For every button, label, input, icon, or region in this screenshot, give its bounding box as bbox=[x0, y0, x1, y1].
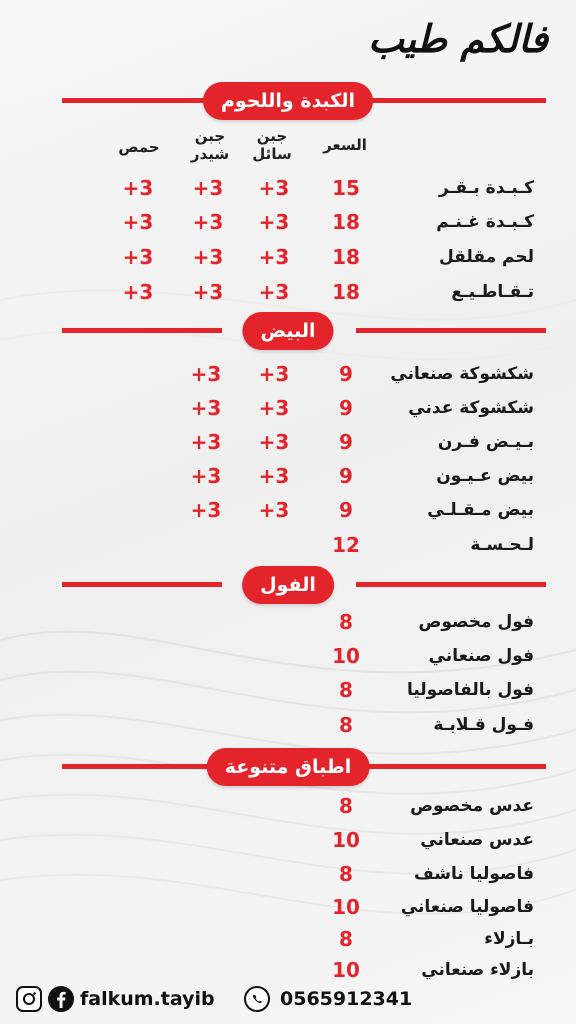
extra-liquid-cheese: +3 bbox=[258, 362, 290, 386]
item-price: 12 bbox=[332, 533, 360, 557]
menu-row bbox=[0, 858, 576, 890]
item-price: 18 bbox=[332, 245, 360, 269]
item-price: 9 bbox=[339, 396, 353, 420]
item-name: فاصوليا ناشف bbox=[414, 864, 534, 884]
section-title: الكبدة واللحوم bbox=[203, 82, 373, 120]
item-name: فـول قـلابـة bbox=[433, 715, 534, 735]
divider-line bbox=[356, 98, 546, 103]
menu-row bbox=[0, 276, 576, 308]
extra-cheddar: +3 bbox=[190, 396, 222, 420]
extra-liquid-cheese: +3 bbox=[258, 464, 290, 488]
menu-row bbox=[0, 640, 576, 672]
section-title: اطباق متنوعة bbox=[207, 748, 370, 786]
item-price: 10 bbox=[332, 644, 360, 668]
footer-contact bbox=[0, 980, 576, 1020]
item-name: كـبـدة بـقـر bbox=[438, 178, 534, 198]
extra-liquid-cheese: +3 bbox=[258, 396, 290, 420]
menu-row bbox=[0, 790, 576, 822]
menu-row bbox=[0, 426, 576, 458]
extra-cheddar: +3 bbox=[192, 210, 224, 234]
extra-hummus: +3 bbox=[122, 210, 154, 234]
divider-line bbox=[62, 764, 222, 769]
divider-line bbox=[62, 98, 222, 103]
item-price: 9 bbox=[339, 498, 353, 522]
item-name: شكشوكة صنعاني bbox=[390, 364, 534, 384]
extra-liquid-cheese: +3 bbox=[258, 498, 290, 522]
extra-cheddar: +3 bbox=[190, 498, 222, 522]
item-name: بازلاء صنعاني bbox=[421, 960, 534, 980]
item-name: عدس صنعاني bbox=[420, 830, 534, 850]
item-price: 9 bbox=[339, 464, 353, 488]
section-title: الفول bbox=[242, 566, 334, 604]
phone-number[interactable]: 0565912341 bbox=[280, 988, 413, 1010]
divider-line bbox=[62, 582, 222, 587]
menu-row bbox=[0, 460, 576, 492]
item-name: عدس مخصوص bbox=[410, 796, 534, 816]
item-price: 8 bbox=[339, 678, 353, 702]
item-price: 8 bbox=[339, 862, 353, 886]
menu-row bbox=[0, 674, 576, 706]
item-name: فول بالفاصوليا bbox=[406, 680, 534, 700]
divider-line bbox=[356, 328, 546, 333]
divider-line bbox=[356, 764, 546, 769]
item-price: 8 bbox=[339, 927, 353, 951]
section-title: البيض bbox=[242, 312, 333, 350]
menu-row bbox=[0, 891, 576, 923]
item-price: 9 bbox=[339, 362, 353, 386]
item-name: بيض عـيـون bbox=[436, 466, 534, 486]
item-name: لحم مقلقل bbox=[439, 247, 534, 267]
extra-cheddar: +3 bbox=[190, 430, 222, 454]
menu-row bbox=[0, 824, 576, 856]
column-header-cheddar: جبن شيدر bbox=[190, 127, 230, 163]
menu-row bbox=[0, 529, 576, 561]
extra-cheddar: +3 bbox=[192, 176, 224, 200]
item-price: 8 bbox=[339, 794, 353, 818]
item-name: بيض مـقـلـي bbox=[427, 500, 534, 520]
item-name: فول صنعاني bbox=[428, 646, 534, 666]
column-header-liquid-cheese: جبن سائل bbox=[252, 127, 292, 163]
divider-line bbox=[356, 582, 546, 587]
item-name: تـقـاطـيـع bbox=[451, 282, 534, 302]
item-name: فاصوليا صنعاني bbox=[400, 897, 534, 917]
item-price: 8 bbox=[339, 713, 353, 737]
item-name: لـحـسـة bbox=[470, 535, 534, 555]
brand-logo bbox=[348, 14, 548, 74]
extra-liquid-cheese: +3 bbox=[258, 430, 290, 454]
extra-cheddar: +3 bbox=[190, 464, 222, 488]
item-price: 8 bbox=[339, 610, 353, 634]
extra-cheddar: +3 bbox=[192, 280, 224, 304]
social-handle[interactable]: falkum.tayib bbox=[80, 988, 215, 1010]
menu-row bbox=[0, 494, 576, 526]
column-header-hummus: حمص bbox=[118, 138, 160, 156]
item-price: 18 bbox=[332, 280, 360, 304]
menu-row bbox=[0, 358, 576, 390]
column-header-price: السعر bbox=[323, 136, 367, 154]
menu-row bbox=[0, 206, 576, 238]
item-price: 9 bbox=[339, 430, 353, 454]
item-price: 10 bbox=[332, 828, 360, 852]
facebook-icon[interactable] bbox=[48, 986, 74, 1012]
menu-row bbox=[0, 172, 576, 204]
item-price: 15 bbox=[332, 176, 360, 200]
item-price: 18 bbox=[332, 210, 360, 234]
instagram-icon[interactable] bbox=[16, 986, 42, 1012]
item-name: كـبـدة غـنـم bbox=[436, 212, 534, 232]
extra-hummus: +3 bbox=[122, 245, 154, 269]
menu-row bbox=[0, 923, 576, 955]
whatsapp-icon[interactable] bbox=[244, 986, 270, 1012]
extra-hummus: +3 bbox=[122, 280, 154, 304]
extra-liquid-cheese: +3 bbox=[258, 245, 290, 269]
item-name: بـازلاء bbox=[484, 929, 534, 949]
extra-cheddar: +3 bbox=[190, 362, 222, 386]
divider-line bbox=[62, 328, 222, 333]
extra-hummus: +3 bbox=[122, 176, 154, 200]
extra-liquid-cheese: +3 bbox=[258, 210, 290, 234]
extra-cheddar: +3 bbox=[192, 245, 224, 269]
item-price: 10 bbox=[332, 895, 360, 919]
item-name: شكشوكة عدني bbox=[408, 398, 534, 418]
menu-row bbox=[0, 709, 576, 741]
item-name: بـيـض فـرن bbox=[437, 432, 534, 452]
extra-liquid-cheese: +3 bbox=[258, 176, 290, 200]
logo-text: فالكم طيب bbox=[368, 16, 548, 61]
extra-liquid-cheese: +3 bbox=[258, 280, 290, 304]
item-price: 10 bbox=[332, 958, 360, 982]
item-name: فول مخصوص bbox=[418, 612, 534, 632]
menu-row bbox=[0, 241, 576, 273]
menu-row bbox=[0, 606, 576, 638]
menu-row bbox=[0, 392, 576, 424]
